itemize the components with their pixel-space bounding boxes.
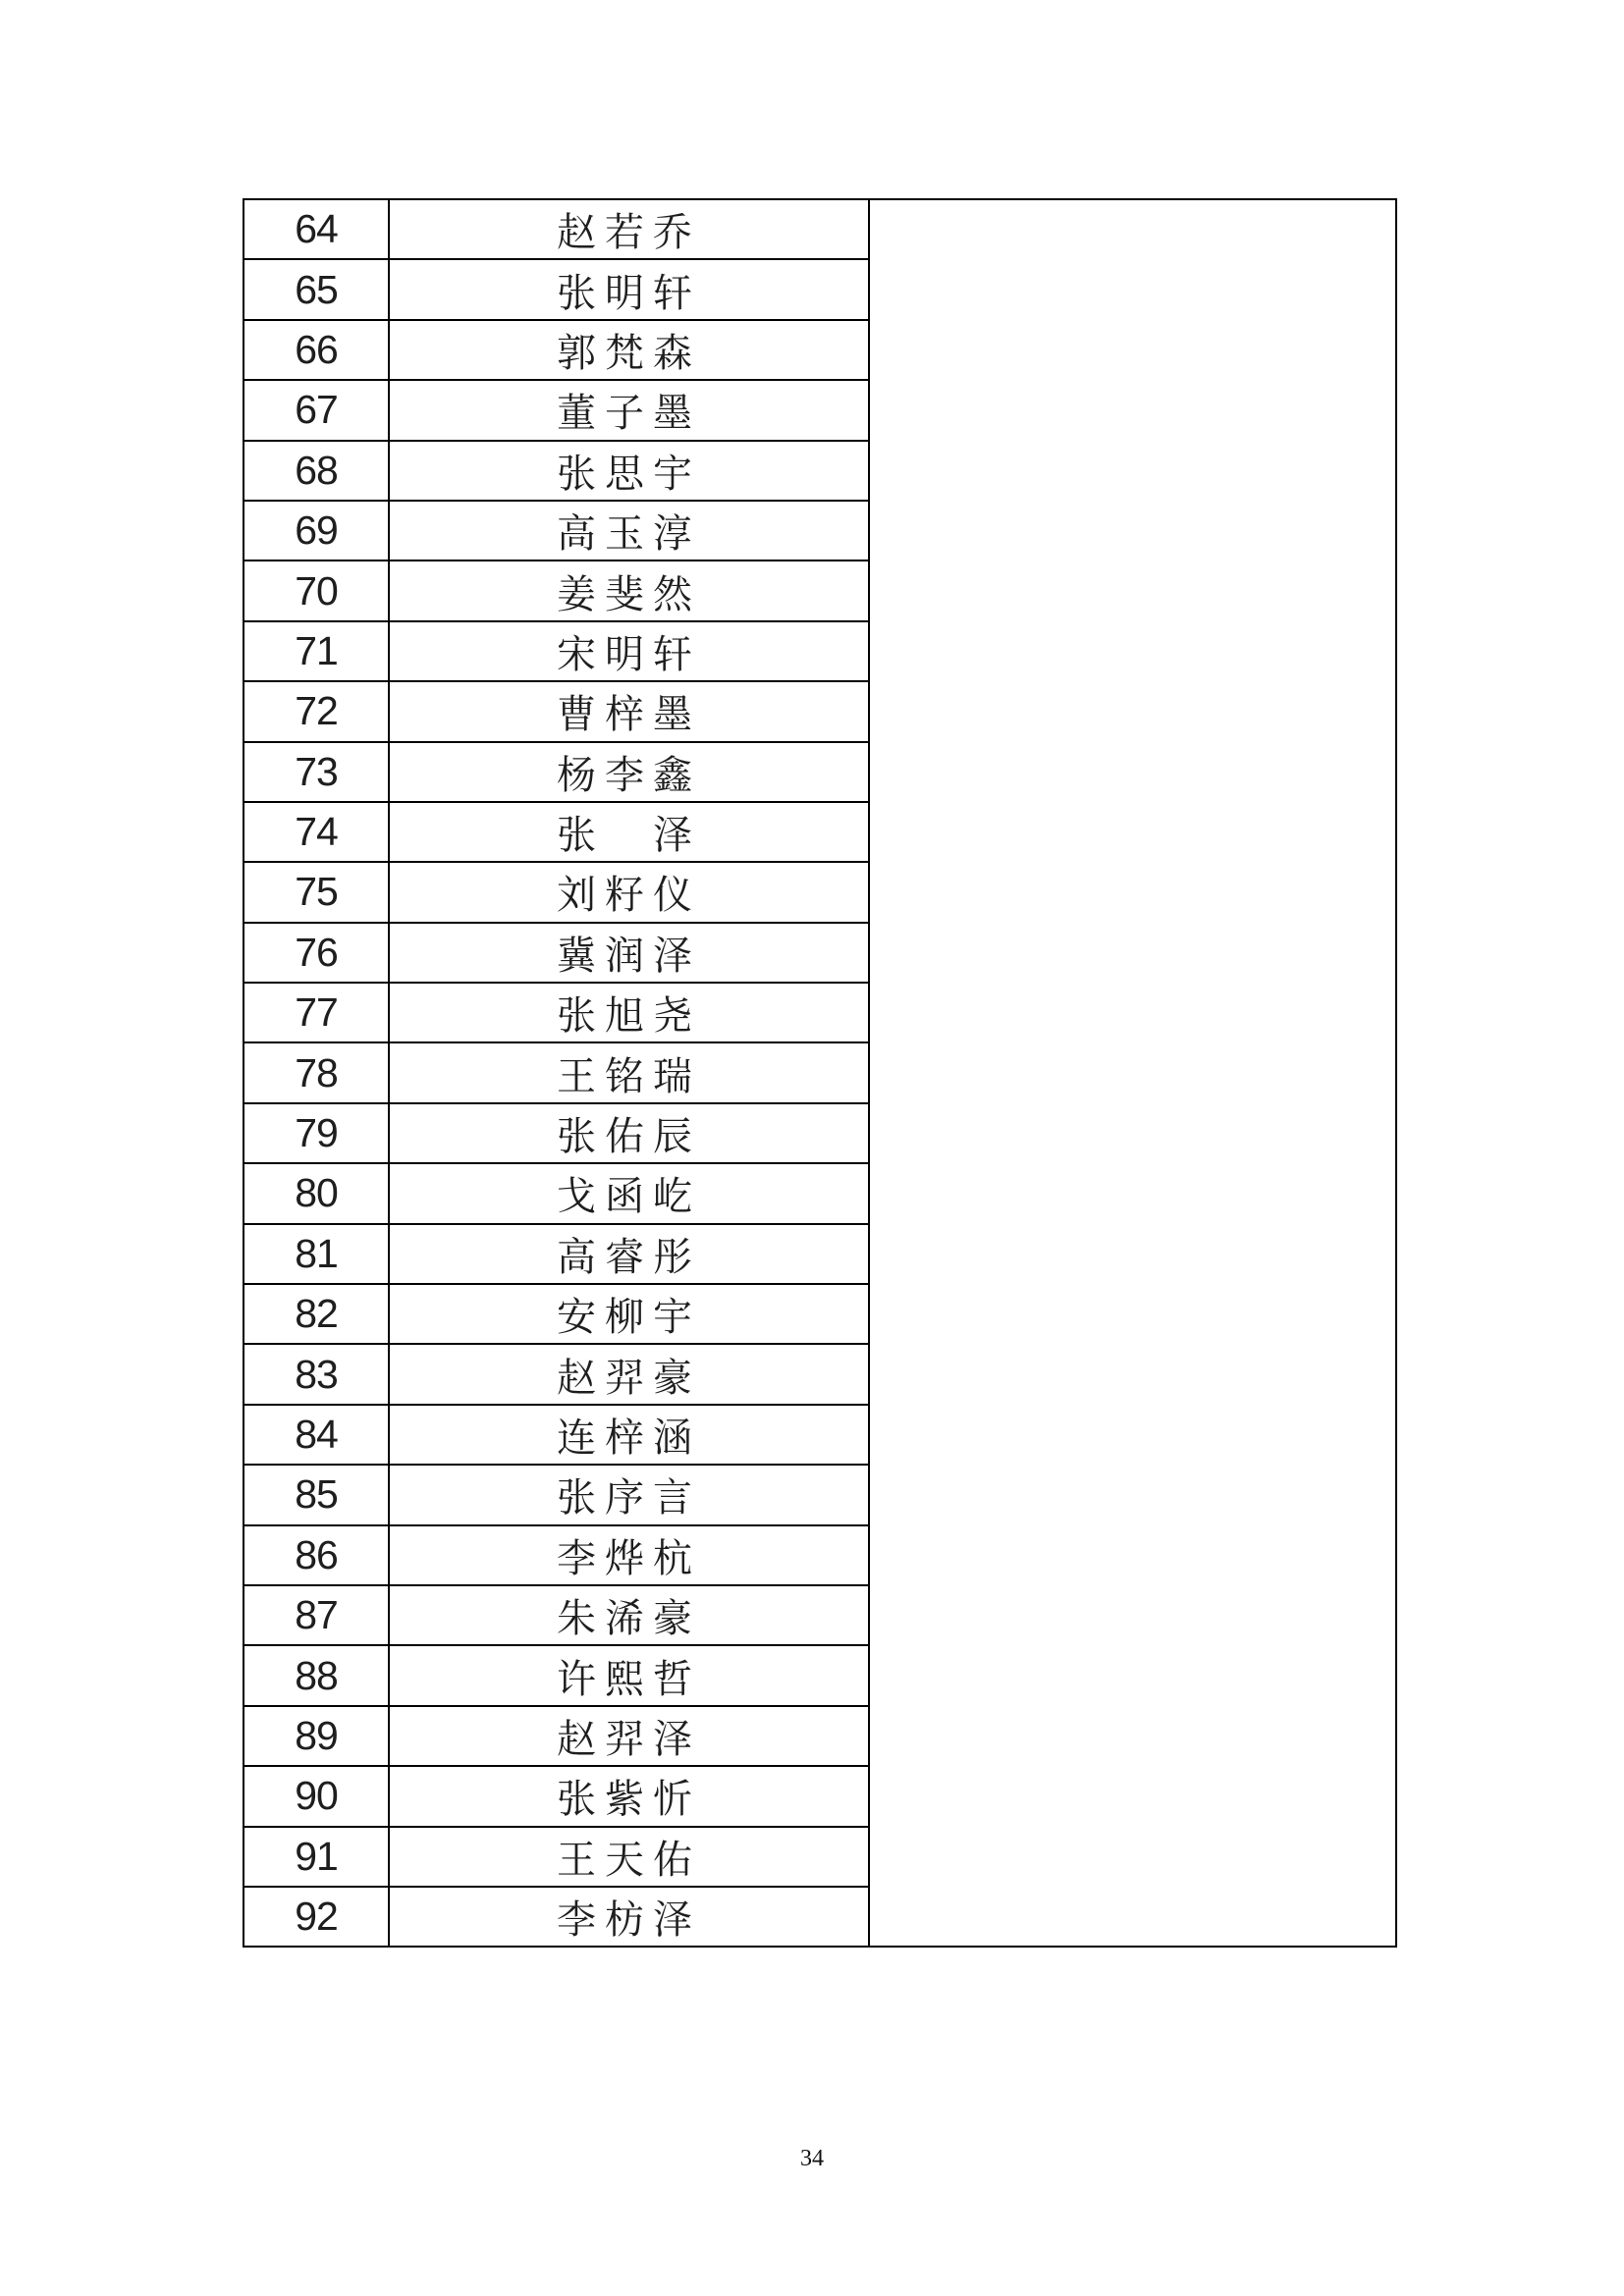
- student-name-cell: 宋明轩: [389, 621, 869, 681]
- student-name-cell: 董子墨: [389, 380, 869, 440]
- row-number-cell: 78: [244, 1042, 389, 1102]
- row-number-cell: 91: [244, 1827, 389, 1887]
- page-number: 34: [800, 2146, 824, 2171]
- row-number-cell: 67: [244, 380, 389, 440]
- student-name-cell: 许熙哲: [389, 1645, 869, 1705]
- row-number-cell: 64: [244, 199, 389, 259]
- student-name-cell: 安柳宇: [389, 1284, 869, 1344]
- student-name-cell: 张佑辰: [389, 1103, 869, 1163]
- student-name-cell: 张思宇: [389, 441, 869, 501]
- merged-blank-cell: [869, 199, 1396, 1947]
- row-number-cell: 81: [244, 1224, 389, 1284]
- row-number-cell: 73: [244, 742, 389, 802]
- student-name-cell: 连梓涵: [389, 1405, 869, 1465]
- student-name-cell: 李枋泽: [389, 1887, 869, 1947]
- row-number-cell: 66: [244, 320, 389, 380]
- student-name-cell: 王天佑: [389, 1827, 869, 1887]
- row-number-cell: 90: [244, 1766, 389, 1826]
- student-name-cell: 姜斐然: [389, 561, 869, 620]
- student-name-cell: 郭梵森: [389, 320, 869, 380]
- row-number-cell: 75: [244, 862, 389, 922]
- row-number-cell: 65: [244, 259, 389, 319]
- row-number-cell: 86: [244, 1525, 389, 1585]
- student-name-cell: 王铭瑞: [389, 1042, 869, 1102]
- row-number-cell: 89: [244, 1706, 389, 1766]
- student-name-cell: 张紫忻: [389, 1766, 869, 1826]
- row-number-cell: 85: [244, 1465, 389, 1524]
- row-number-cell: 84: [244, 1405, 389, 1465]
- row-number-cell: 76: [244, 923, 389, 983]
- student-name-cell: 高玉淳: [389, 501, 869, 561]
- row-number-cell: 88: [244, 1645, 389, 1705]
- roster-table-body: [244, 199, 1396, 1947]
- student-name-cell: 杨李鑫: [389, 742, 869, 802]
- student-name-cell: 曹梓墨: [389, 681, 869, 741]
- student-name-cell: 刘籽仪: [389, 862, 869, 922]
- student-name-cell: 高睿彤: [389, 1224, 869, 1284]
- student-name-cell: 张 泽: [389, 802, 869, 862]
- row-number-cell: 83: [244, 1344, 389, 1404]
- row-number-cell: 70: [244, 561, 389, 620]
- row-number-cell: 74: [244, 802, 389, 862]
- roster-table: [243, 198, 1397, 1948]
- student-name-cell: 张序言: [389, 1465, 869, 1524]
- student-name-cell: 赵羿泽: [389, 1706, 869, 1766]
- row-number-cell: 72: [244, 681, 389, 741]
- row-number-cell: 68: [244, 441, 389, 501]
- row-number-cell: 69: [244, 501, 389, 561]
- row-number-cell: 79: [244, 1103, 389, 1163]
- student-name-cell: 张旭尧: [389, 983, 869, 1042]
- row-number-cell: 77: [244, 983, 389, 1042]
- student-name-cell: 赵若乔: [389, 199, 869, 259]
- student-name-cell: 朱浠豪: [389, 1585, 869, 1645]
- row-number-cell: 80: [244, 1163, 389, 1223]
- table-row: [244, 199, 1396, 259]
- row-number-cell: 92: [244, 1887, 389, 1947]
- row-number-cell: 87: [244, 1585, 389, 1645]
- student-name-cell: 李烨杭: [389, 1525, 869, 1585]
- row-number-cell: 71: [244, 621, 389, 681]
- row-number-cell: 82: [244, 1284, 389, 1344]
- student-name-cell: 赵羿豪: [389, 1344, 869, 1404]
- student-name-cell: 张明轩: [389, 259, 869, 319]
- student-name-cell: 冀润泽: [389, 923, 869, 983]
- student-name-cell: 戈函屹: [389, 1163, 869, 1223]
